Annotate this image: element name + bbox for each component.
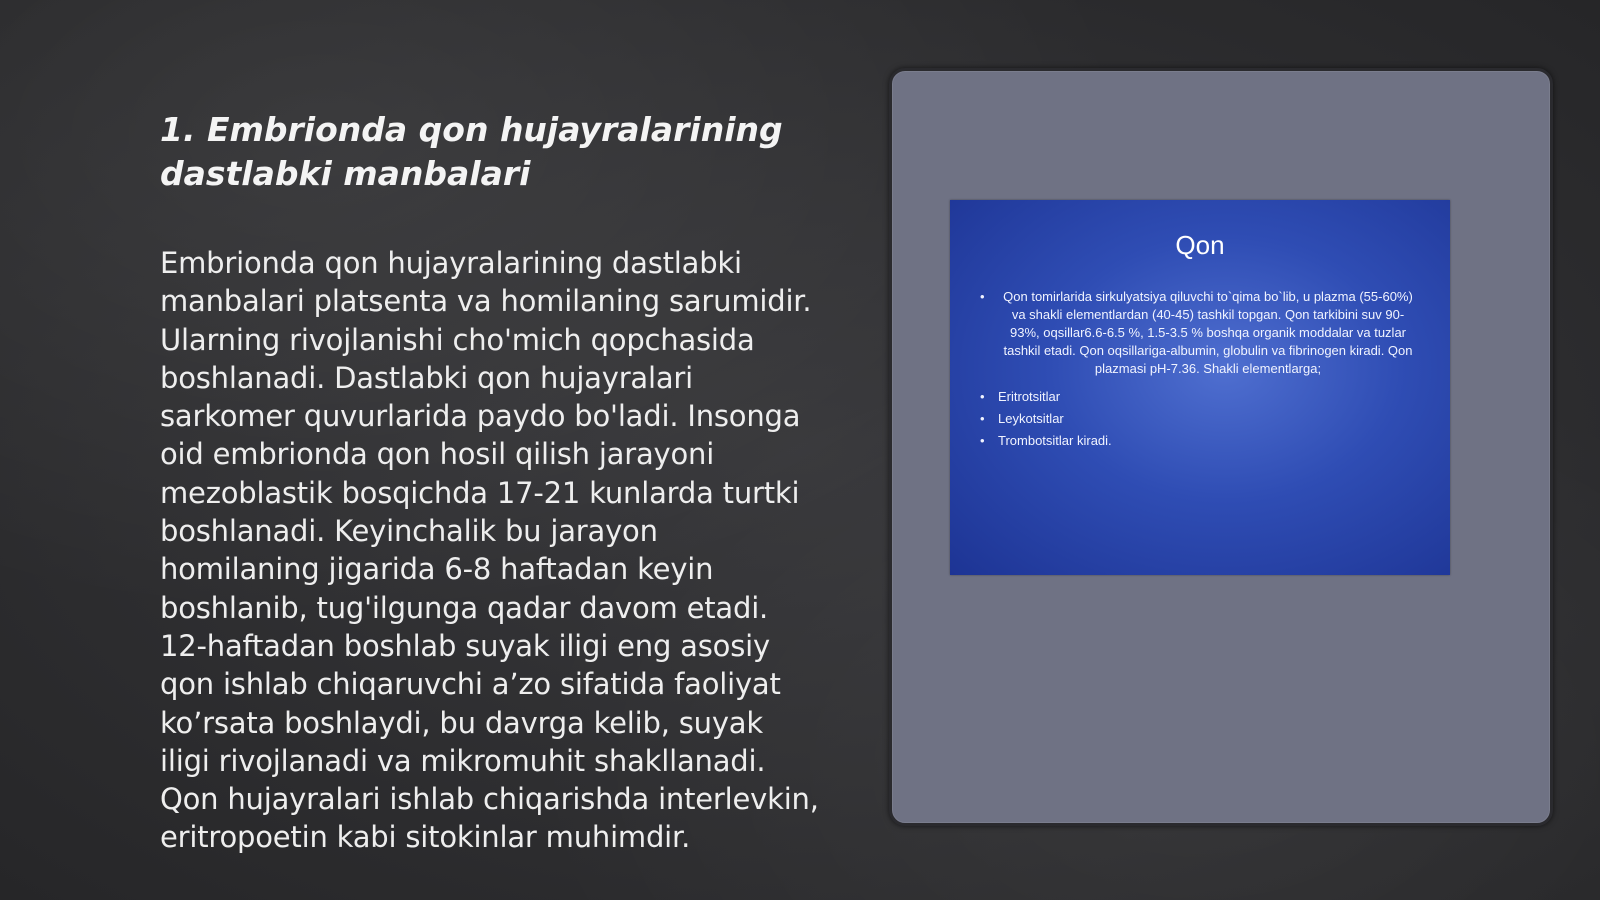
slide-title-line-1: 1. Embrionda qon hujayralarining [160,110,783,149]
slide-title [160,108,820,196]
slide-title-line-2: dastlabki manbalari [160,154,531,193]
embedded-slide-bullets [978,288,1418,454]
bullet-icon: • [980,289,985,304]
list-item-text: Trombotsitlar kiradi. [998,433,1112,448]
list-item-text: Leykotsitlar [998,411,1064,426]
embedded-slide-title: Qon [1175,230,1225,260]
list-item [978,410,1418,428]
list-item [978,388,1418,406]
bullet-icon: • [980,433,985,448]
embedded-slide-image [950,200,1450,575]
list-item [978,288,1418,378]
slide-body-text: Embrionda qon hujayralarining dastlabki manbalari platsenta va homilaning sarumidir. Ularning rivojlanishi cho'mich qopchasida boshlanadi. Dastlabki qon hujayralari sarkomer quvurlarida paydo bo'ladi. Insonga oid embrionda qon hosil qilish jarayoni mezoblastik bosqichda 17-21 kunlarda turtki boshlanadi. Keyinchalik bu jarayon homilaning jigarida 6-8 haftadan keyin boshlanib, tug'ilgunga qadar davom etadi. 12-haftadan boshlab suyak iligi eng asosiy qon ishlab chiqaruvchi a’zo sifatida faoliyat ko’rsata boshlaydi, bu davrga kelib, suyak iligi rivojlanadi va mikromuhit shakllanadi. Qon hujayralari ishlab chiqarishda interlevkin, eritropoetin kabi sitokinlar muhimdir. [160,246,819,855]
list-item-text: Qon tomirlarida sirkulyatsiya qiluvchi to`qima bo`lib, u plazma (55-60%) va shakli elementlardan (40-45) tashkil topgan. Qon tarkibini suv 90-93%, oqsillar6.6-6.5 %, 1.5-3.5 % boshqa organik moddalar va tuzlar tashkil etadi. Qon oqsillariga-albumin, globulin va fibrinogen kiradi. Qon plazmasi pH-7.36. Shakli elementlarga; [1003,289,1413,376]
bullet-icon: • [980,411,985,426]
list-item-text: Eritrotsitlar [998,389,1061,404]
bullet-icon: • [980,389,985,404]
list-item [978,432,1418,450]
text-column [160,108,820,857]
